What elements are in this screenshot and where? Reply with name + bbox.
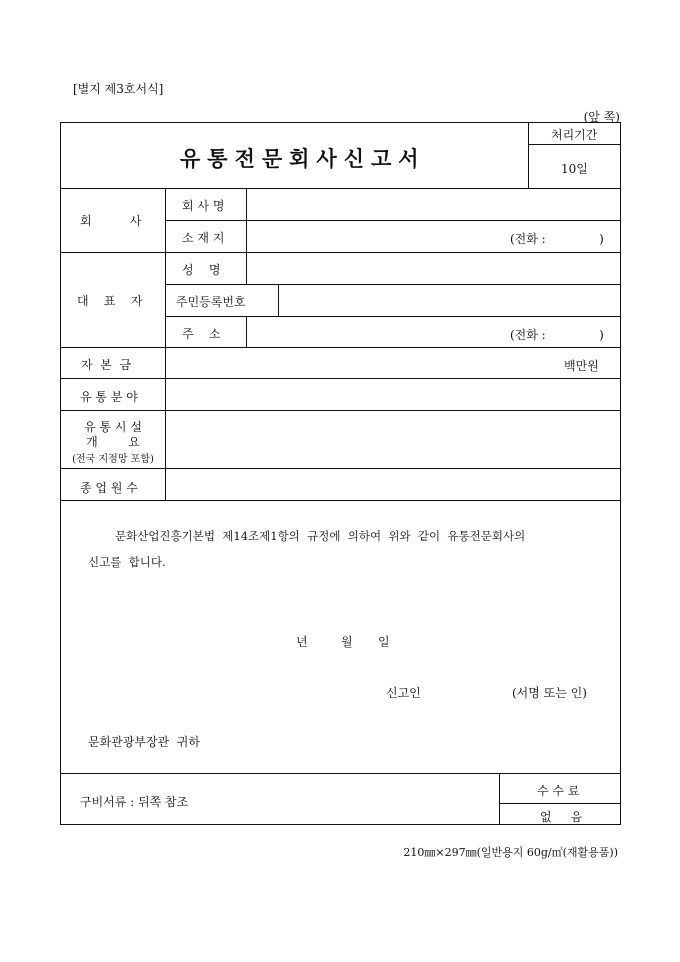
addressee: 문화관광부장관 귀하 bbox=[88, 735, 200, 749]
paper-spec: 210㎜×297㎜(일반용지 60g/㎡(재활용품)) bbox=[403, 846, 618, 859]
capital-unit: 백만원 bbox=[564, 359, 599, 373]
form-number: [별지 제3호서식] bbox=[73, 82, 164, 96]
representative-address-label: 주 소 bbox=[182, 327, 221, 341]
representative-phone-label: (전화 : ) bbox=[510, 328, 604, 342]
processing-period-value: 10일 bbox=[561, 162, 588, 176]
distribution-field-label: 유 통 분 야 bbox=[80, 390, 138, 404]
facility-label-overview: 개 요 bbox=[86, 435, 140, 449]
company-label: 회 사 bbox=[80, 214, 142, 228]
applicant-label: 신고인 bbox=[386, 686, 421, 700]
declaration-line-1: 문화산업진흥기본법 제14조제1항의 규정에 의하여 위와 같이 유통전문회사의 bbox=[115, 529, 526, 543]
page-side-label: (앞 쪽) bbox=[583, 110, 620, 124]
processing-period-label: 처리기간 bbox=[551, 128, 598, 142]
document-title: 유통전문회사신고서 bbox=[180, 146, 426, 171]
resident-number-label: 주민등록번호 bbox=[176, 295, 246, 309]
date-year: 년 bbox=[296, 635, 308, 649]
employees-field[interactable] bbox=[169, 471, 617, 498]
company-name-label: 회 사 명 bbox=[182, 199, 225, 213]
company-location-label: 소 재 지 bbox=[182, 231, 225, 245]
company-location-field[interactable] bbox=[250, 222, 502, 250]
company-phone-label: (전화 : ) bbox=[510, 232, 604, 246]
employees-label: 종 업 원 수 bbox=[80, 481, 138, 495]
declaration-line-2: 신고를 합니다. bbox=[88, 555, 166, 569]
required-documents: 구비서류 : 뒤쪽 참조 bbox=[80, 795, 189, 809]
facility-label-note: (전국 지점망 포함) bbox=[72, 454, 154, 465]
representative-address-field[interactable] bbox=[250, 318, 502, 345]
representative-name-field[interactable] bbox=[250, 254, 618, 282]
fee-label: 수 수 료 bbox=[537, 784, 580, 798]
facility-field[interactable] bbox=[169, 412, 617, 466]
representative-name-label: 성 명 bbox=[182, 263, 221, 277]
resident-number-field[interactable] bbox=[282, 286, 618, 314]
date-month: 월 bbox=[341, 635, 353, 649]
company-name-field[interactable] bbox=[250, 190, 618, 218]
report-form bbox=[60, 122, 621, 825]
representative-label: 대 표 자 bbox=[77, 294, 143, 308]
signature-label: (서명 또는 인) bbox=[512, 686, 587, 700]
capital-field[interactable] bbox=[169, 349, 509, 376]
facility-label: 유 통 시 설 bbox=[84, 420, 142, 434]
distribution-field-input[interactable] bbox=[169, 380, 617, 408]
capital-label: 자 본 금 bbox=[81, 358, 132, 372]
fee-value: 없 음 bbox=[540, 810, 583, 824]
date-day: 일 bbox=[378, 635, 390, 649]
